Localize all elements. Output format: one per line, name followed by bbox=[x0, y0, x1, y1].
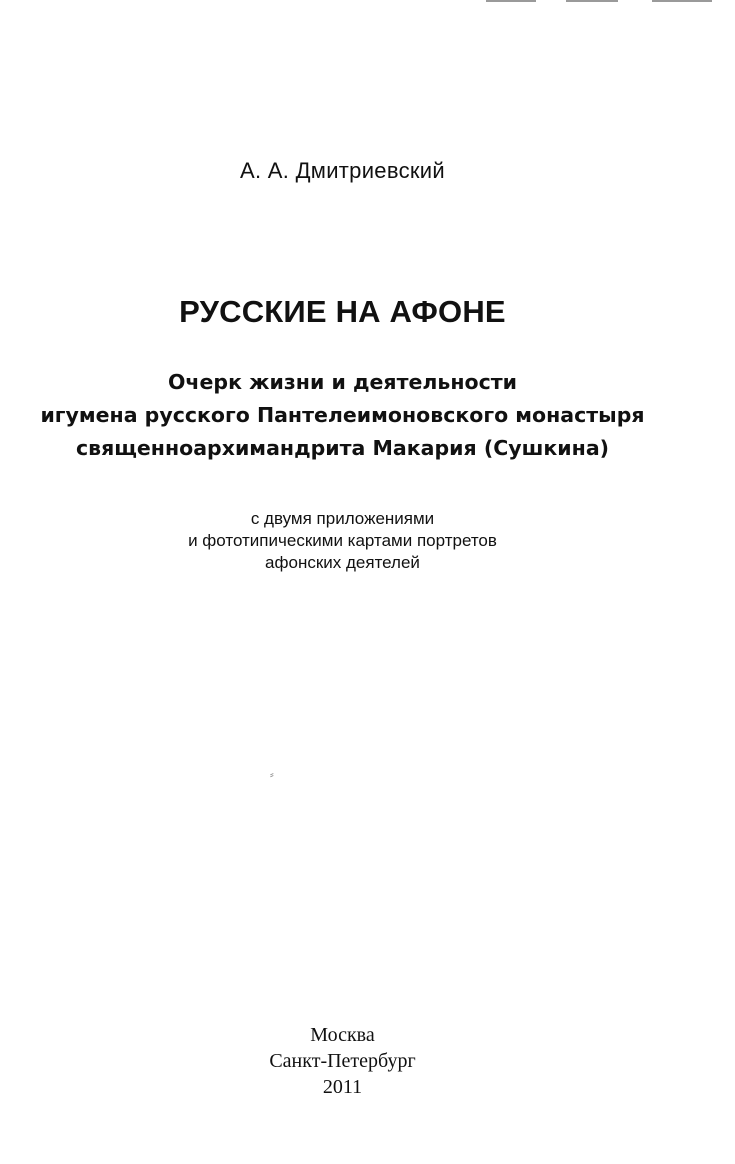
scan-artifact-line bbox=[652, 0, 712, 2]
subtitle-line: игумена русского Пантелеимоновского монастыря bbox=[40, 403, 645, 427]
imprint-city: Санкт-Петербург bbox=[269, 1050, 416, 1072]
addenda-line: с двумя приложениями bbox=[250, 509, 435, 528]
imprint-city: Москва bbox=[310, 1024, 375, 1046]
scan-speck-mark: ⸗ bbox=[270, 768, 274, 781]
addenda-note bbox=[0, 508, 685, 574]
addenda-line: афонских деятелей bbox=[265, 553, 420, 572]
addenda-line: и фототипическими картами портретов bbox=[188, 531, 497, 550]
author-name: А. А. Дмитриевский bbox=[240, 158, 445, 183]
scan-artifact-line bbox=[566, 0, 618, 2]
subtitle-line: священноархимандрита Макария (Сушкина) bbox=[75, 436, 610, 460]
book-title: РУССКИЕ НА АФОНЕ bbox=[179, 294, 506, 329]
imprint-year: 2011 bbox=[322, 1076, 363, 1098]
scan-artifact-line bbox=[486, 0, 536, 2]
publication-imprint bbox=[0, 1022, 685, 1100]
book-subtitle bbox=[0, 366, 685, 465]
subtitle-line: Очерк жизни и деятельности bbox=[167, 370, 517, 394]
